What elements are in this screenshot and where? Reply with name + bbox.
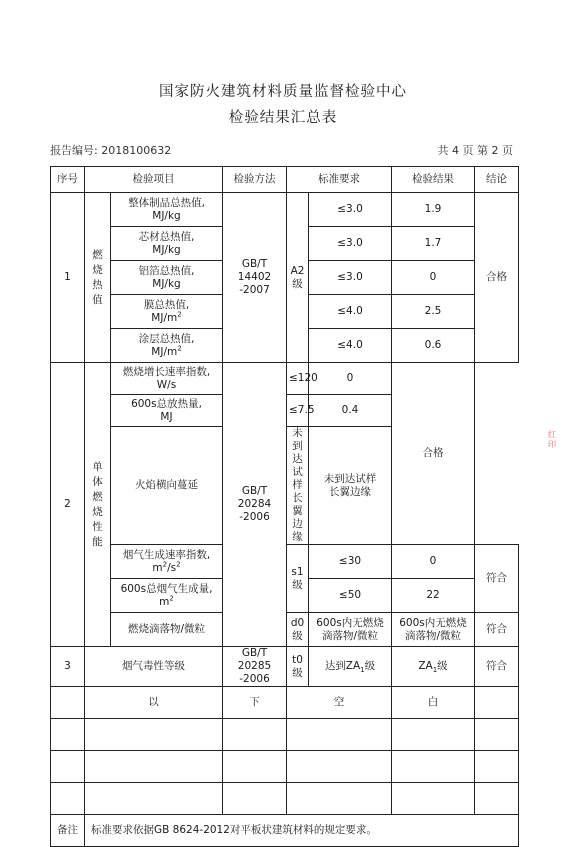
group1-grade: A2 级 (287, 193, 309, 363)
group2-requirement: ≤120 (287, 363, 309, 395)
document-title: 国家防火建筑材料质量监督检验中心 (159, 84, 407, 100)
empty-row (51, 751, 519, 783)
remark-row (51, 815, 519, 847)
group2-requirement: 600s内无燃烧 滴落物/微粒 (309, 613, 392, 647)
group2-result: 未到达试样 长翼边缘 (309, 427, 392, 545)
group2-item: 600s总放热量, MJ (111, 395, 223, 427)
blank-notice-row (51, 687, 519, 719)
group1-item: 铝箔总热值, MJ/kg (111, 261, 223, 295)
results-table (50, 166, 519, 847)
empty-row (51, 719, 519, 751)
group2-result: 0.4 (309, 395, 392, 427)
group2-grade-d0: d0 级 (287, 613, 309, 647)
header-item: 检验项目 (85, 167, 223, 193)
group2-method: GB/T 20284 -2006 (223, 363, 287, 647)
empty-row (51, 783, 519, 815)
blank-char-4: 白 (392, 687, 475, 719)
blank-char-3: 空 (287, 687, 392, 719)
group1-result: 0.6 (392, 329, 475, 363)
remark-label: 备注 (51, 815, 85, 847)
group1-category: 燃 烧 热 值 (85, 193, 111, 363)
header-requirement: 标准要求 (287, 167, 392, 193)
group3-result: $ZA_1$级 (392, 647, 475, 687)
group1-item: 整体制品总热值, MJ/kg (111, 193, 223, 227)
report-number: 报告编号: 2018100632 (50, 144, 172, 157)
header-result: 检验结果 (392, 167, 475, 193)
blank-char-1: 以 (85, 687, 223, 719)
group2-no: 2 (51, 363, 85, 647)
group2-requirement: 未到达试样 长翼边缘 (287, 427, 309, 545)
group1-item: 芯材总热值, MJ/kg (111, 227, 223, 261)
group1-result: 0 (392, 261, 475, 295)
group3-no: 3 (51, 647, 85, 687)
group2-grade-s1: s1 级 (287, 545, 309, 613)
group2-requirement: ≤30 (309, 545, 392, 579)
group1-requirement: ≤4.0 (309, 295, 392, 329)
group2-result: 0 (309, 363, 392, 395)
group2-requirement: ≤7.5 (287, 395, 309, 427)
group1-method: GB/T 14402 -2007 (223, 193, 287, 363)
remark-text: 标准要求依据GB 8624-2012对平板状建筑材料的规定要求。 (85, 815, 519, 847)
group3-item: 烟气毒性等级 (85, 647, 223, 687)
header-no: 序号 (51, 167, 85, 193)
group3-requirement: 达到$ZA_1$级 (309, 647, 392, 687)
group2-item: 燃烧滴落物/微粒 (111, 613, 223, 647)
group2-result: 22 (392, 579, 475, 613)
group1-requirement: ≤4.0 (309, 329, 392, 363)
group1-item: 涂层总热值, $MJ/m^2$ (111, 329, 223, 363)
group2-result: 0 (392, 545, 475, 579)
group1-no: 1 (51, 193, 85, 363)
group3-conclusion: 符合 (475, 647, 519, 687)
table-header-row (51, 167, 519, 193)
group2-item: 600s总烟气生成量, $m^2$ (111, 579, 223, 613)
group3-grade: t0 级 (287, 647, 309, 687)
group2-conclusion-d0: 符合 (475, 613, 519, 647)
group3-method: GB/T 20285 -2006 (223, 647, 287, 687)
group2-category: 单 体 燃 烧 性 能 (85, 363, 111, 647)
table-row (51, 193, 519, 227)
table-row (51, 647, 519, 687)
group2-result: 600s内无燃烧 滴落物/微粒 (392, 613, 475, 647)
group1-requirement: ≤3.0 (309, 193, 392, 227)
group2-conclusion-s1: 符合 (475, 545, 519, 613)
group2-item: 烟气生成速率指数, $m^2/s^2$ (111, 545, 223, 579)
group2-conclusion: 合格 (392, 363, 475, 545)
edge-stamp-mark: 红印 (548, 430, 556, 449)
header-method: 检验方法 (223, 167, 287, 193)
header-conclusion: 结论 (475, 167, 519, 193)
document-subtitle: 检验结果汇总表 (228, 110, 338, 126)
table-row (51, 363, 519, 395)
group1-item: 膜总热值, $MJ/m^2$ (111, 295, 223, 329)
page-info: 共 4 页 第 2 页 (437, 144, 513, 157)
group1-conclusion: 合格 (475, 193, 519, 363)
group1-requirement: ≤3.0 (309, 261, 392, 295)
group1-result: 1.7 (392, 227, 475, 261)
group1-result: 2.5 (392, 295, 475, 329)
group1-result: 1.9 (392, 193, 475, 227)
group2-item: 燃烧增长速率指数, W/s (111, 363, 223, 395)
group2-requirement: ≤50 (309, 579, 392, 613)
group2-item: 火焰横向蔓延 (111, 427, 223, 545)
group1-requirement: ≤3.0 (309, 227, 392, 261)
blank-char-2: 下 (223, 687, 287, 719)
